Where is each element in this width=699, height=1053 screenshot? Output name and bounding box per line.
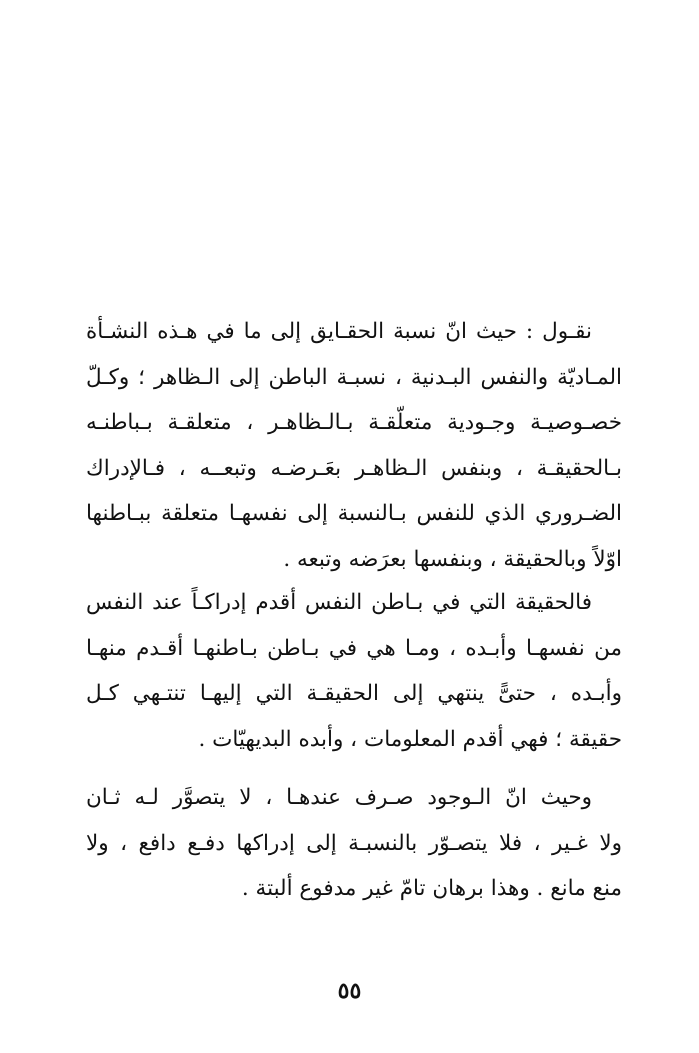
text-line: ولا غـير ، فلا يتصـوّر بالنسبـة إلى إدراكها دفـع دافع ، ولا — [86, 830, 622, 856]
text-line: نقـول : حيث انّ نسبة الحقـايق إلى ما في هـذه النشـأة — [86, 319, 592, 344]
page-number: ٥٥ — [337, 978, 362, 1004]
text-line: من نفسهـا وأبـده ، ومـا هي في بـاطن بـاطنهـا أقـدم منهـا — [86, 635, 622, 661]
paragraph-2 — [86, 580, 622, 762]
text-line: وأبـده ، حتىًّ ينتهي إلى الحقيقـة التي إليهـا تنتـهي كـل — [86, 681, 622, 706]
text-line: خصـوصيـة وجـودية متعلّقـة بـالـظاهـر ، متعلقـة بـباطنـه — [86, 410, 622, 435]
paragraph-3 — [86, 775, 622, 912]
text-line: وحيث انّ الـوجود صـرف عندهـا ، لا يتصوَّر لـه ثـان — [86, 785, 592, 810]
text-line: حقيقة ؛ فهي أقدم المعلومات ، وأبده البديهيّات . — [198, 726, 622, 752]
paragraph-1 — [86, 309, 622, 582]
text-line: بـالحقيقـة ، وبنفس الـظاهـر بعَـرضـه وتبعــه ، فـالإدراك — [86, 455, 622, 481]
text-line: فالحقيقة التي في بـاطن النفس أقدم إدراكـاً عند النفس — [86, 590, 592, 615]
text-line: اوّلاً وبالحقيقة ، وبنفسها بعرَضه وتبعه . — [283, 546, 622, 572]
text-line: منع مانع . وهذا برهان تامّ غير مدفوع ألبتة . — [241, 876, 622, 901]
text-line: المـاديّة والنفس البـدنية ، نسبـة الباطن إلى الـظاهر ؛ وكـلّ — [86, 364, 622, 390]
text-line: الضـروري الذي للنفس بـالنسبة إلى نفسهـا متعلقة ببـاطنها — [86, 501, 622, 526]
